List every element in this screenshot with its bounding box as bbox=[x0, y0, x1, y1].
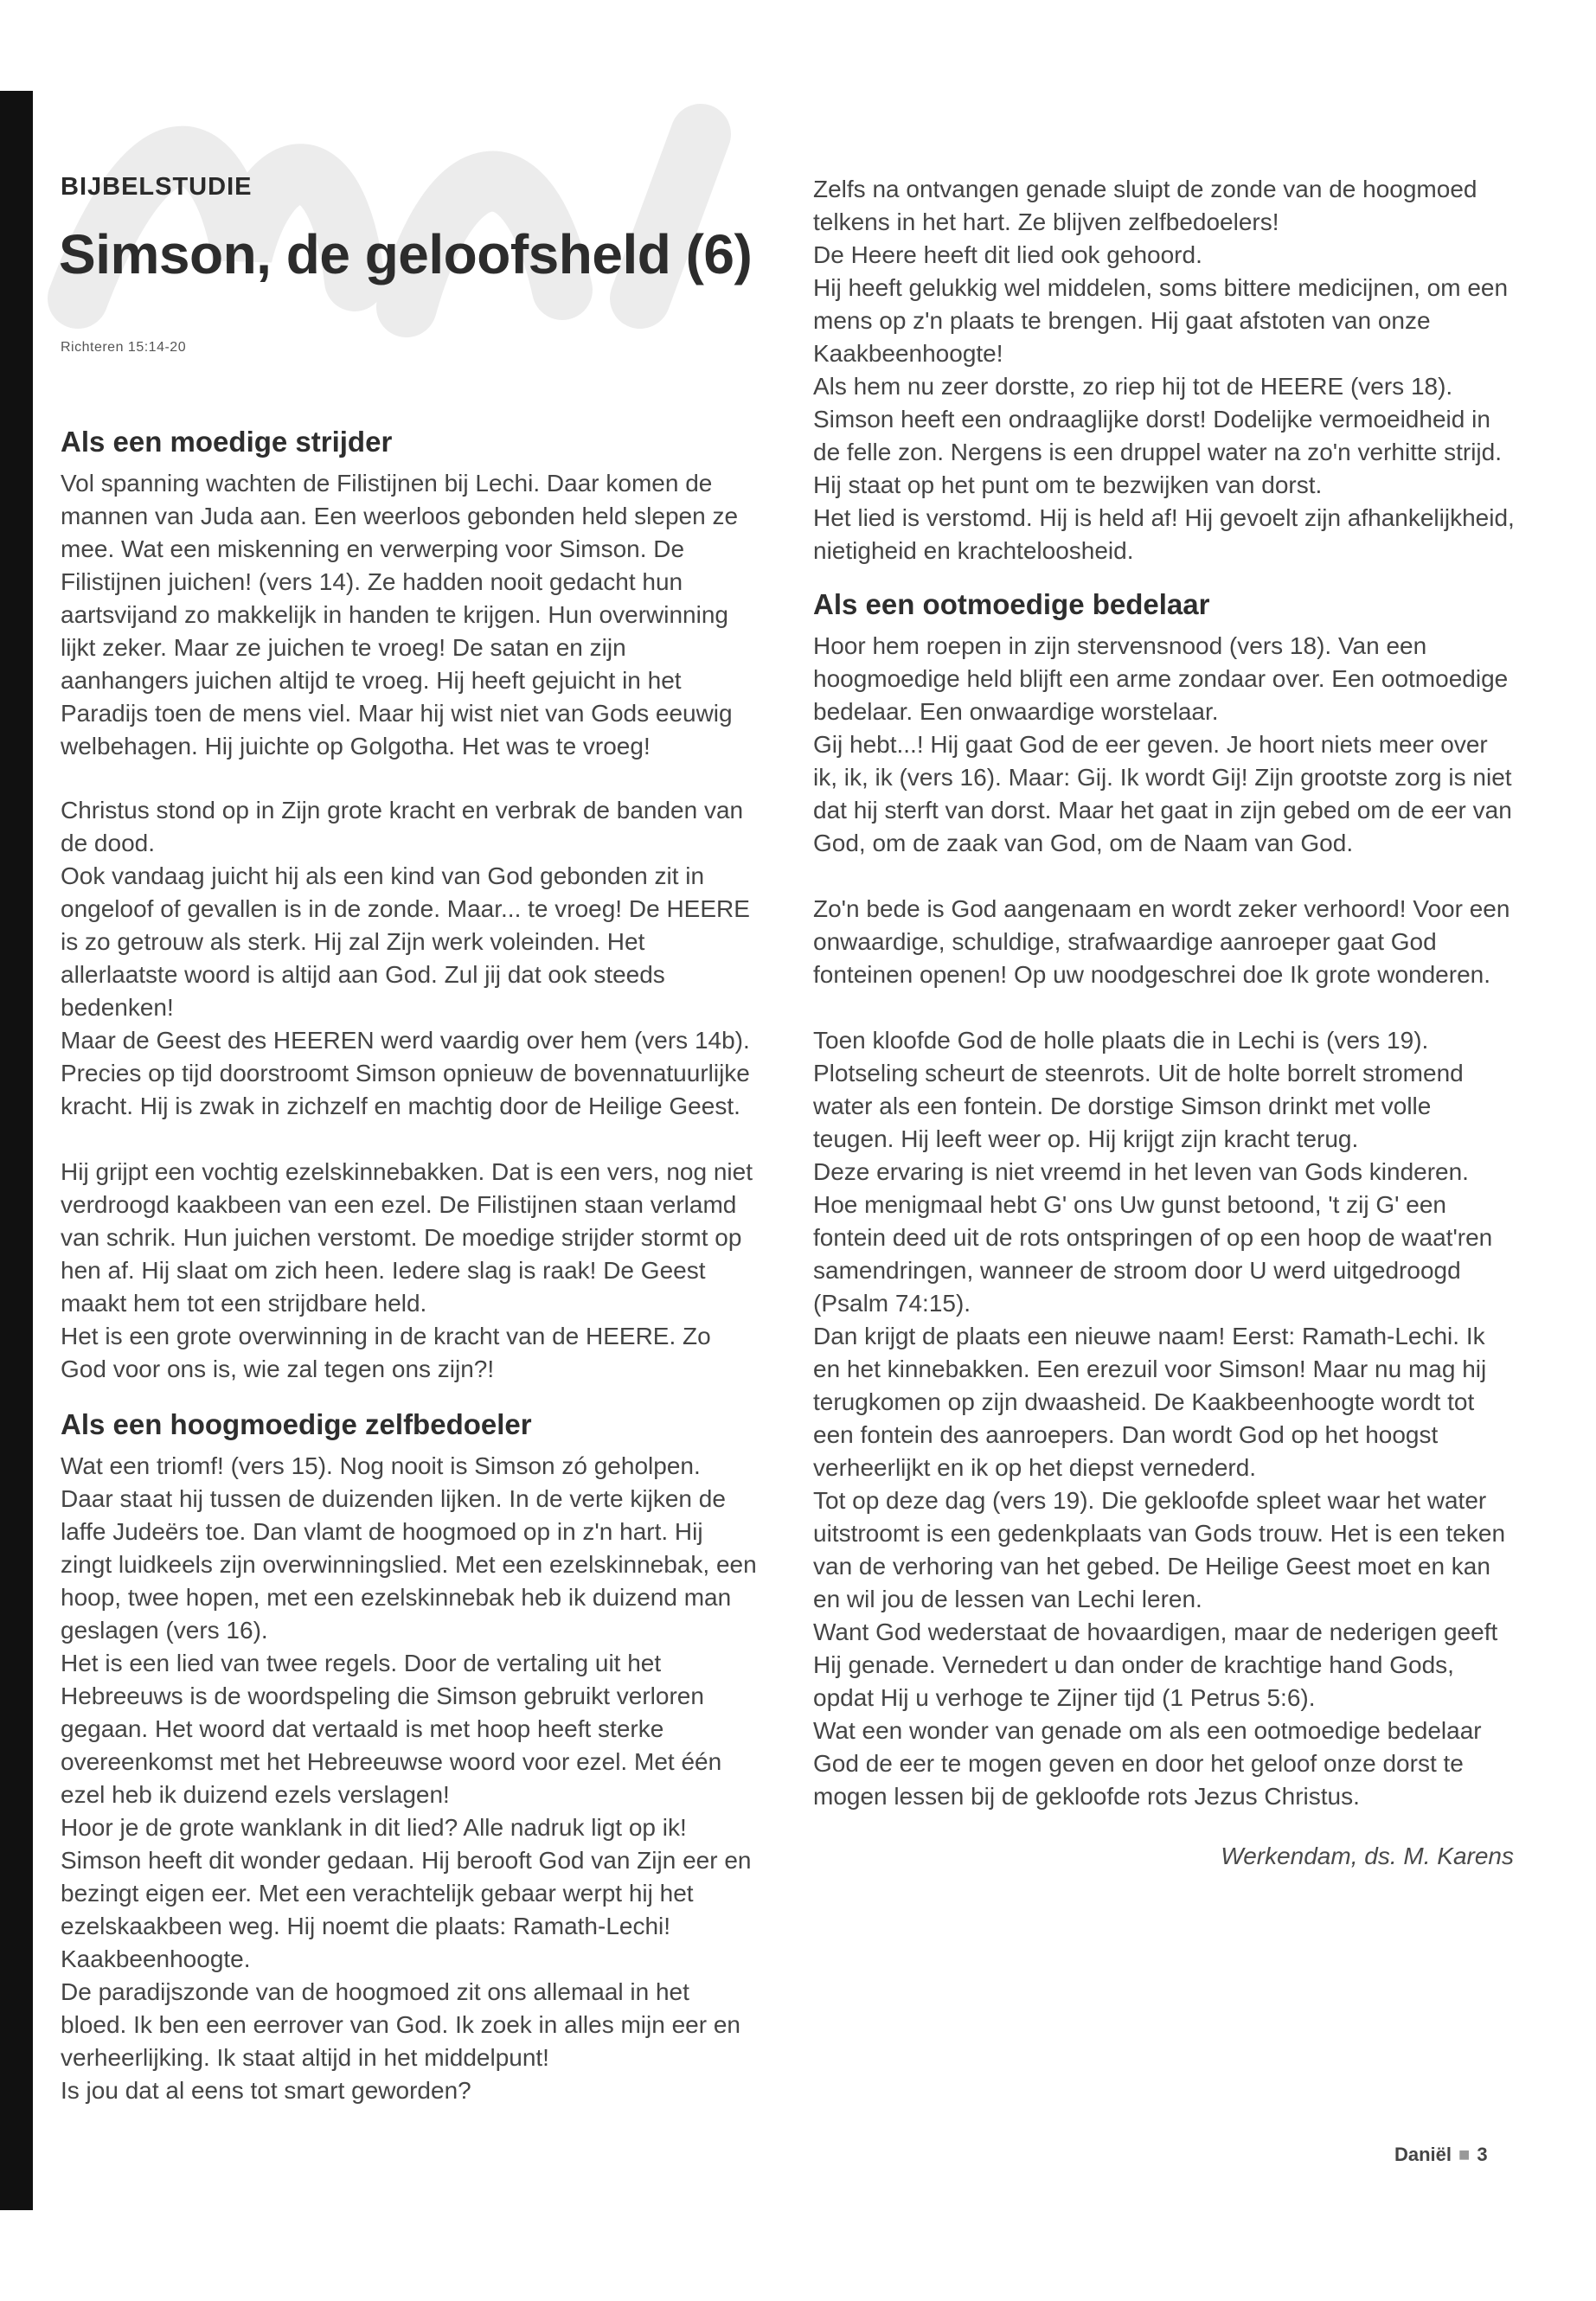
section-label: BIJBELSTUDIE bbox=[61, 173, 253, 201]
paragraph: Hij heeft gelukkig wel middelen, soms bittere medicijnen, om een mens op z'n plaats te brengen. Hij gaat afstoten van onze Kaakbeenhoogte! bbox=[813, 274, 1509, 367]
paragraph: Tot op deze dag (vers 19). Die gekloofde spleet waar het water uitstroomt is een gedenkplaats van Gods trouw. Het is een teken van de verhoring van het gebed. De Heilige Geest moet en kan en wil jou de lessen van Lechi leren. bbox=[813, 1487, 1506, 1612]
footer-separator: ■ bbox=[1458, 2144, 1471, 2165]
paragraph: Vol spanning wachten de Filistijnen bij Lechi. Daar komen de mannen van Juda aan. Een weerloos gebonden held slepen ze mee. Wat een miskenning en verwerping voor Simson. De Filistijnen juichen! (vers 14). Ze hadden nooit gedacht hun aartsvijand zo makkelijk in handen te krijgen. Hun overwinning lijkt zeker. Maar ze juichen te vroeg! De satan en zijn aanhangers juichen altijd te vroeg. Hij heeft gejuicht in het Paradijs toen de mens viel. Maar hij wist niet van Gods eeuwig welbehagen. Hij juichte op Golgotha. Het was te vroeg! bbox=[61, 470, 739, 760]
paragraph: Is jou dat al eens tot smart geworden? bbox=[61, 2077, 471, 2104]
paragraph: Het is een lied van twee regels. Door de vertaling uit het Hebreeuws is de woordspeling die Simson gebruikt verloren gegaan. Het woord dat vertaald is met hoop heeft sterke overeenkomst met het Hebreeuwse woord voor ezel. Met één ezel heb ik duizend ezels verslagen! bbox=[61, 1650, 722, 1808]
paragraph: Het is een grote overwinning in de kracht van de HEERE. Zo God voor ons is, wie zal tegen ons zijn?! bbox=[61, 1323, 711, 1382]
watermark-logo bbox=[43, 82, 753, 350]
page-title: Simson, de geloofsheld (6) bbox=[59, 223, 753, 285]
heading-moedige-strijder: Als een moedige strijder bbox=[61, 426, 393, 458]
page-footer bbox=[1394, 2144, 1488, 2166]
scripture-reference: Richteren 15:14-20 bbox=[61, 340, 187, 355]
heading-ootmoedige-bedelaar: Als een ootmoedige bedelaar bbox=[813, 588, 1210, 620]
paragraph: Hoor hem roepen in zijn stervensnood (vers 18). Van een hoogmoedige held blijft een arme zondaar over. Een ootmoedige bedelaar. Een onwaardige worstelaar. bbox=[813, 632, 1509, 725]
paragraph: Hij grijpt een vochtig ezelskinnebakken. Dat is een vers, nog niet verdroogd kaakbeen van een ezel. De Filistijnen staan verlamd van schrik. Hun juichen verstomt. De moedige strijder stormt op hen af. Hij slaat om zich heen. Iedere slag is raak! De Geest maakt hem tot een strijdbare held. bbox=[61, 1158, 753, 1317]
paragraph: Wat een triomf! (vers 15). Nog nooit is Simson zó geholpen. Daar staat hij tussen de duizenden lijken. In de verte kijken de laffe Judeërs toe. Dan vlamt de hoogmoed op in z'n hart. Hij zingt luidkeels zijn overwinningslied. Met een ezelskinnebak, een hoop, twee hopen, met een ezelskinnebak heb ik duizend man geslagen (vers 16). bbox=[61, 1452, 757, 1644]
paragraph: Wat een wonder van genade om als een ootmoedige bedelaar God de eer te mogen geven en door het geloof onze dorst te mogen lessen bij de gekloofde rots Jezus Christus. bbox=[813, 1717, 1482, 1810]
paragraph: Zo'n bede is God aangenaam en wordt zeker verhoord! Voor een onwaardige, schuldige, strafwaardige aanroeper gaat God fonteinen openen! Op uw noodgeschrei doe Ik grote wonderen. bbox=[813, 895, 1510, 988]
paragraph: Toen kloofde God de holle plaats die in Lechi is (vers 19). Plotseling scheurt de steenrots. Uit de holte borrelt stromend water als een fontein. De dorstige Simson drinkt met volle teugen. Hij leeft weer op. Hij krijgt zijn kracht terug. bbox=[813, 1027, 1464, 1152]
magazine-name: Daniël bbox=[1394, 2144, 1452, 2165]
page-edge-bar bbox=[0, 91, 33, 2210]
paragraph: Dan krijgt de plaats een nieuwe naam! Eerst: Ramath-Lechi. Ik en het kinnebakken. Een erezuil voor Simson! Maar nu mag hij terugkomen op zijn dwaasheid. De Kaakbeenhoogte wordt tot een fontein des aanroepers. Dan wordt God op het hoogst verheerlijkt en ik op het diepst vernederd. bbox=[813, 1323, 1487, 1481]
author-signature: Werkendam, ds. M. Karens bbox=[1221, 1843, 1514, 1869]
paragraph: Als hem nu zeer dorstte, zo riep hij tot de HEERE (vers 18). Simson heeft een ondraaglijke dorst! Dodelijke vermoeidheid in de felle zon. Nergens is een druppel water na zo'n verhitte strijd. Hij staat op het punt om te bezwijken van dorst. bbox=[813, 373, 1503, 498]
paragraph: Maar de Geest des HEEREN werd vaardig over hem (vers 14b). Precies op tijd doorstroomt Simson opnieuw de bovennatuurlijke kracht. Hij is zwak in zichzelf en machtig door de Heilige Geest. bbox=[61, 1027, 750, 1119]
paragraph: Christus stond op in Zijn grote kracht en verbrak de banden van de dood. bbox=[61, 797, 744, 856]
paragraph: Hoor je de grote wanklank in dit lied? Alle nadruk ligt op ik! Simson heeft dit wonder gedaan. Hij berooft God van Zijn eer en bezingt eigen eer. Met een verachtelijk gebaar werpt hij het ezelskaakbeen weg. Hij noemt die plaats: Ramath-Lechi! Kaakbeenhoogte. bbox=[61, 1814, 752, 1972]
paragraph: Ook vandaag juicht hij als een kind van God gebonden zit in ongeloof of gevallen is in de zonde. Maar... te vroeg! De HEERE is zo getrouw als sterk. Hij zal Zijn werk voleinden. Het allerlaatste woord is altijd aan God. Zul jij dat ook steeds bedenken! bbox=[61, 862, 750, 1021]
paragraph: De paradijszonde van de hoogmoed zit ons allemaal in het bloed. Ik ben een eerrover van God. Ik zoek in alles mijn eer en verheerlijking. Ik staat altijd in het middelpunt! bbox=[61, 1978, 740, 2071]
paragraph: Want God wederstaat de hovaardigen, maar de nederigen geeft Hij genade. Vernedert u dan onder de krachtige hand Gods, opdat Hij u verhoge te Zijner tijd (1 Petrus 5:6). bbox=[813, 1618, 1498, 1711]
paragraph: Zelfs na ontvangen genade sluipt de zonde van de hoogmoed telkens in het hart. Ze blijven zelfbedoelers! bbox=[813, 176, 1477, 235]
paragraph: De Heere heeft dit lied ook gehoord. bbox=[813, 241, 1202, 268]
paragraph: Het lied is verstomd. Hij is held af! Hij gevoelt zijn afhankelijkheid, nietigheid en krachteloosheid. bbox=[813, 504, 1515, 564]
page-number: 3 bbox=[1477, 2144, 1488, 2165]
heading-hoogmoedige-zelfbedoeler: Als een hoogmoedige zelfbedoeler bbox=[61, 1408, 532, 1440]
paragraph: Deze ervaring is niet vreemd in het leven van Gods kinderen. Hoe menigmaal hebt G' ons Uw gunst betoond, 't zij G' een fontein deed uit de rots ontspringen of op een hoop de waat'ren samendringen, wanneer de stroom door U werd uitgedroogd (Psalm 74:15). bbox=[813, 1158, 1493, 1317]
paragraph: Gij hebt...! Hij gaat God de eer geven. Je hoort niets meer over ik, ik, ik (vers 16). Maar: Gij. Ik wordt Gij! Zijn grootste zorg is niet dat hij sterft van dorst. Maar het gaat in zijn gebed om de eer van God, om de zaak van God, om de Naam van God. bbox=[813, 731, 1512, 856]
